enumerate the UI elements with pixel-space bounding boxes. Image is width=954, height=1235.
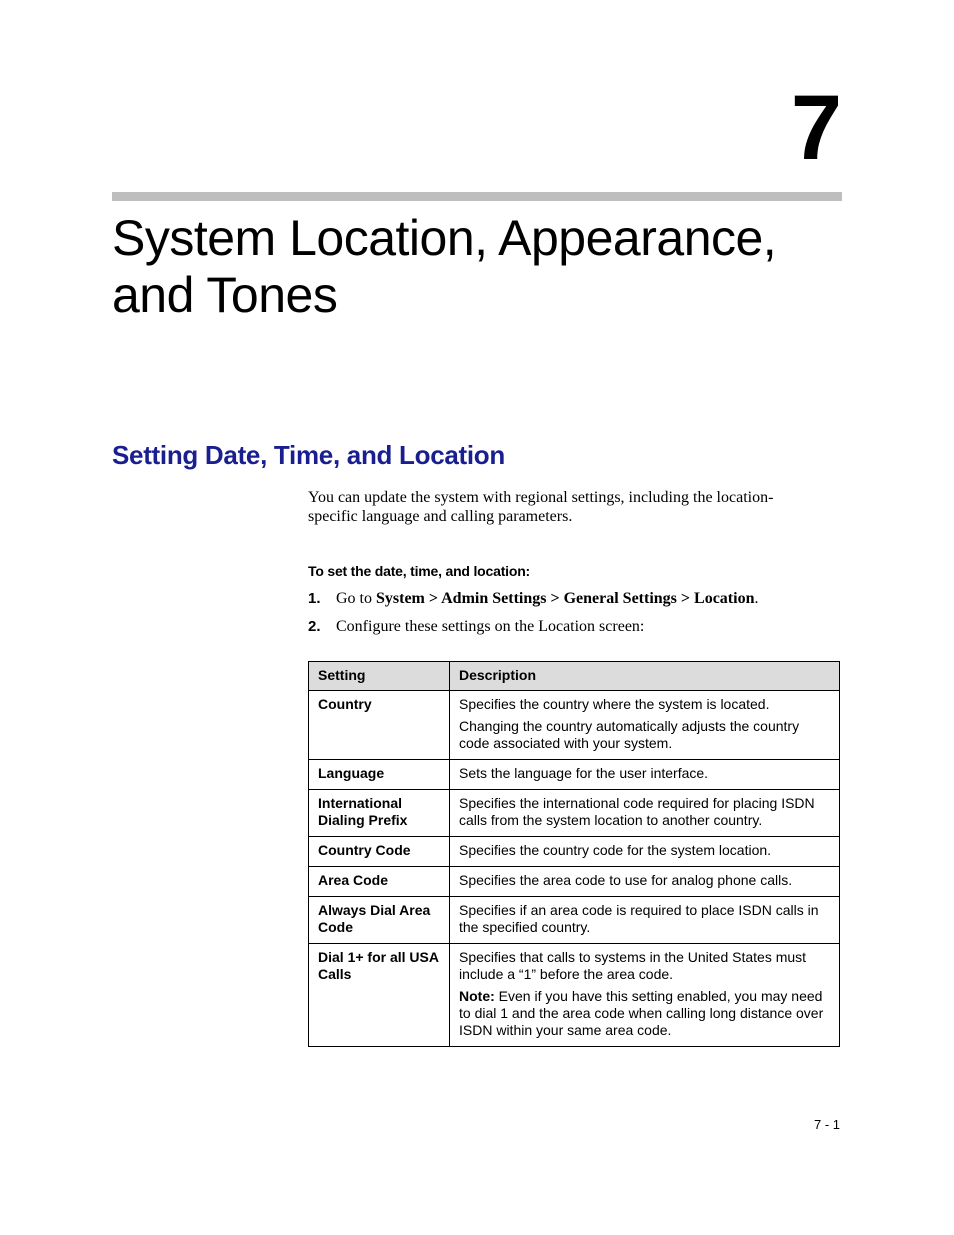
note-body: Even if you have this setting enabled, you may need to dial 1 and the area code when calling long distance over ISDN within your same area code. [459, 988, 824, 1038]
setting-description [450, 790, 840, 837]
setting-description [450, 897, 840, 944]
setting-name: Country Code [309, 837, 450, 867]
description-text: Changing the country automatically adjusts the country code associated with your system. [459, 718, 800, 751]
table-row [309, 790, 840, 837]
step-text: Configure these settings on the Location screen: [336, 618, 645, 635]
page-number: 7 - 1 [813, 1117, 840, 1132]
table-row [309, 691, 840, 760]
settings-table [308, 661, 840, 1047]
intro-paragraph: You can update the system with regional settings, including the location-specific language and calling parameters. [308, 489, 774, 525]
setting-name: Language [309, 760, 450, 790]
setting-name: Always Dial Area Code [309, 897, 450, 944]
step-text [336, 590, 758, 608]
step-1 [308, 590, 848, 618]
setting-name: International Dialing Prefix [309, 790, 450, 837]
chapter-number: 7 [790, 77, 842, 179]
setting-description [450, 837, 840, 867]
procedure-steps [308, 590, 848, 646]
table-row [309, 867, 840, 897]
setting-description [450, 760, 840, 790]
setting-name: Dial 1+ for all USA Calls [309, 944, 450, 1047]
description-text: Specifies if an area code is required to place ISDN calls in the specified country. [459, 902, 819, 935]
table-row [309, 837, 840, 867]
step-number: 2. [308, 618, 321, 635]
description-text: Specifies the country code for the system location. [459, 842, 772, 858]
header-description: Description [450, 662, 840, 691]
note-text [459, 988, 830, 1039]
chapter-rule [112, 192, 842, 201]
step-text-suffix: . [754, 590, 759, 607]
table-row [309, 760, 840, 790]
header-setting: Setting [309, 662, 450, 691]
description-text: Specifies the area code to use for analog phone calls. [459, 872, 793, 888]
setting-description [450, 944, 840, 1047]
description-text: Specifies the country where the system is located. [459, 696, 770, 712]
table-row [309, 944, 840, 1047]
chapter-title: System Location, Appearance, and Tones [112, 210, 777, 323]
table-row [309, 897, 840, 944]
setting-description [450, 691, 840, 760]
setting-description [450, 867, 840, 897]
description-text: Sets the language for the user interface. [459, 765, 709, 781]
menu-path: System > Admin Settings > General Settings > Location [376, 590, 755, 607]
step-text-prefix: Go to [336, 590, 376, 607]
note-label: Note: [459, 988, 495, 1004]
description-text: Specifies that calls to systems in the United States must include a “1” before the area code. [459, 949, 807, 982]
step-2 [308, 618, 848, 646]
table-header-row [309, 662, 840, 691]
step-number: 1. [308, 590, 321, 607]
setting-name: Area Code [309, 867, 450, 897]
setting-name: Country [309, 691, 450, 760]
description-text: Specifies the international code required for placing ISDN calls from the system location to another country. [459, 795, 815, 828]
section-heading: Setting Date, Time, and Location [112, 440, 505, 470]
procedure-heading: To set the date, time, and location: [308, 563, 531, 579]
